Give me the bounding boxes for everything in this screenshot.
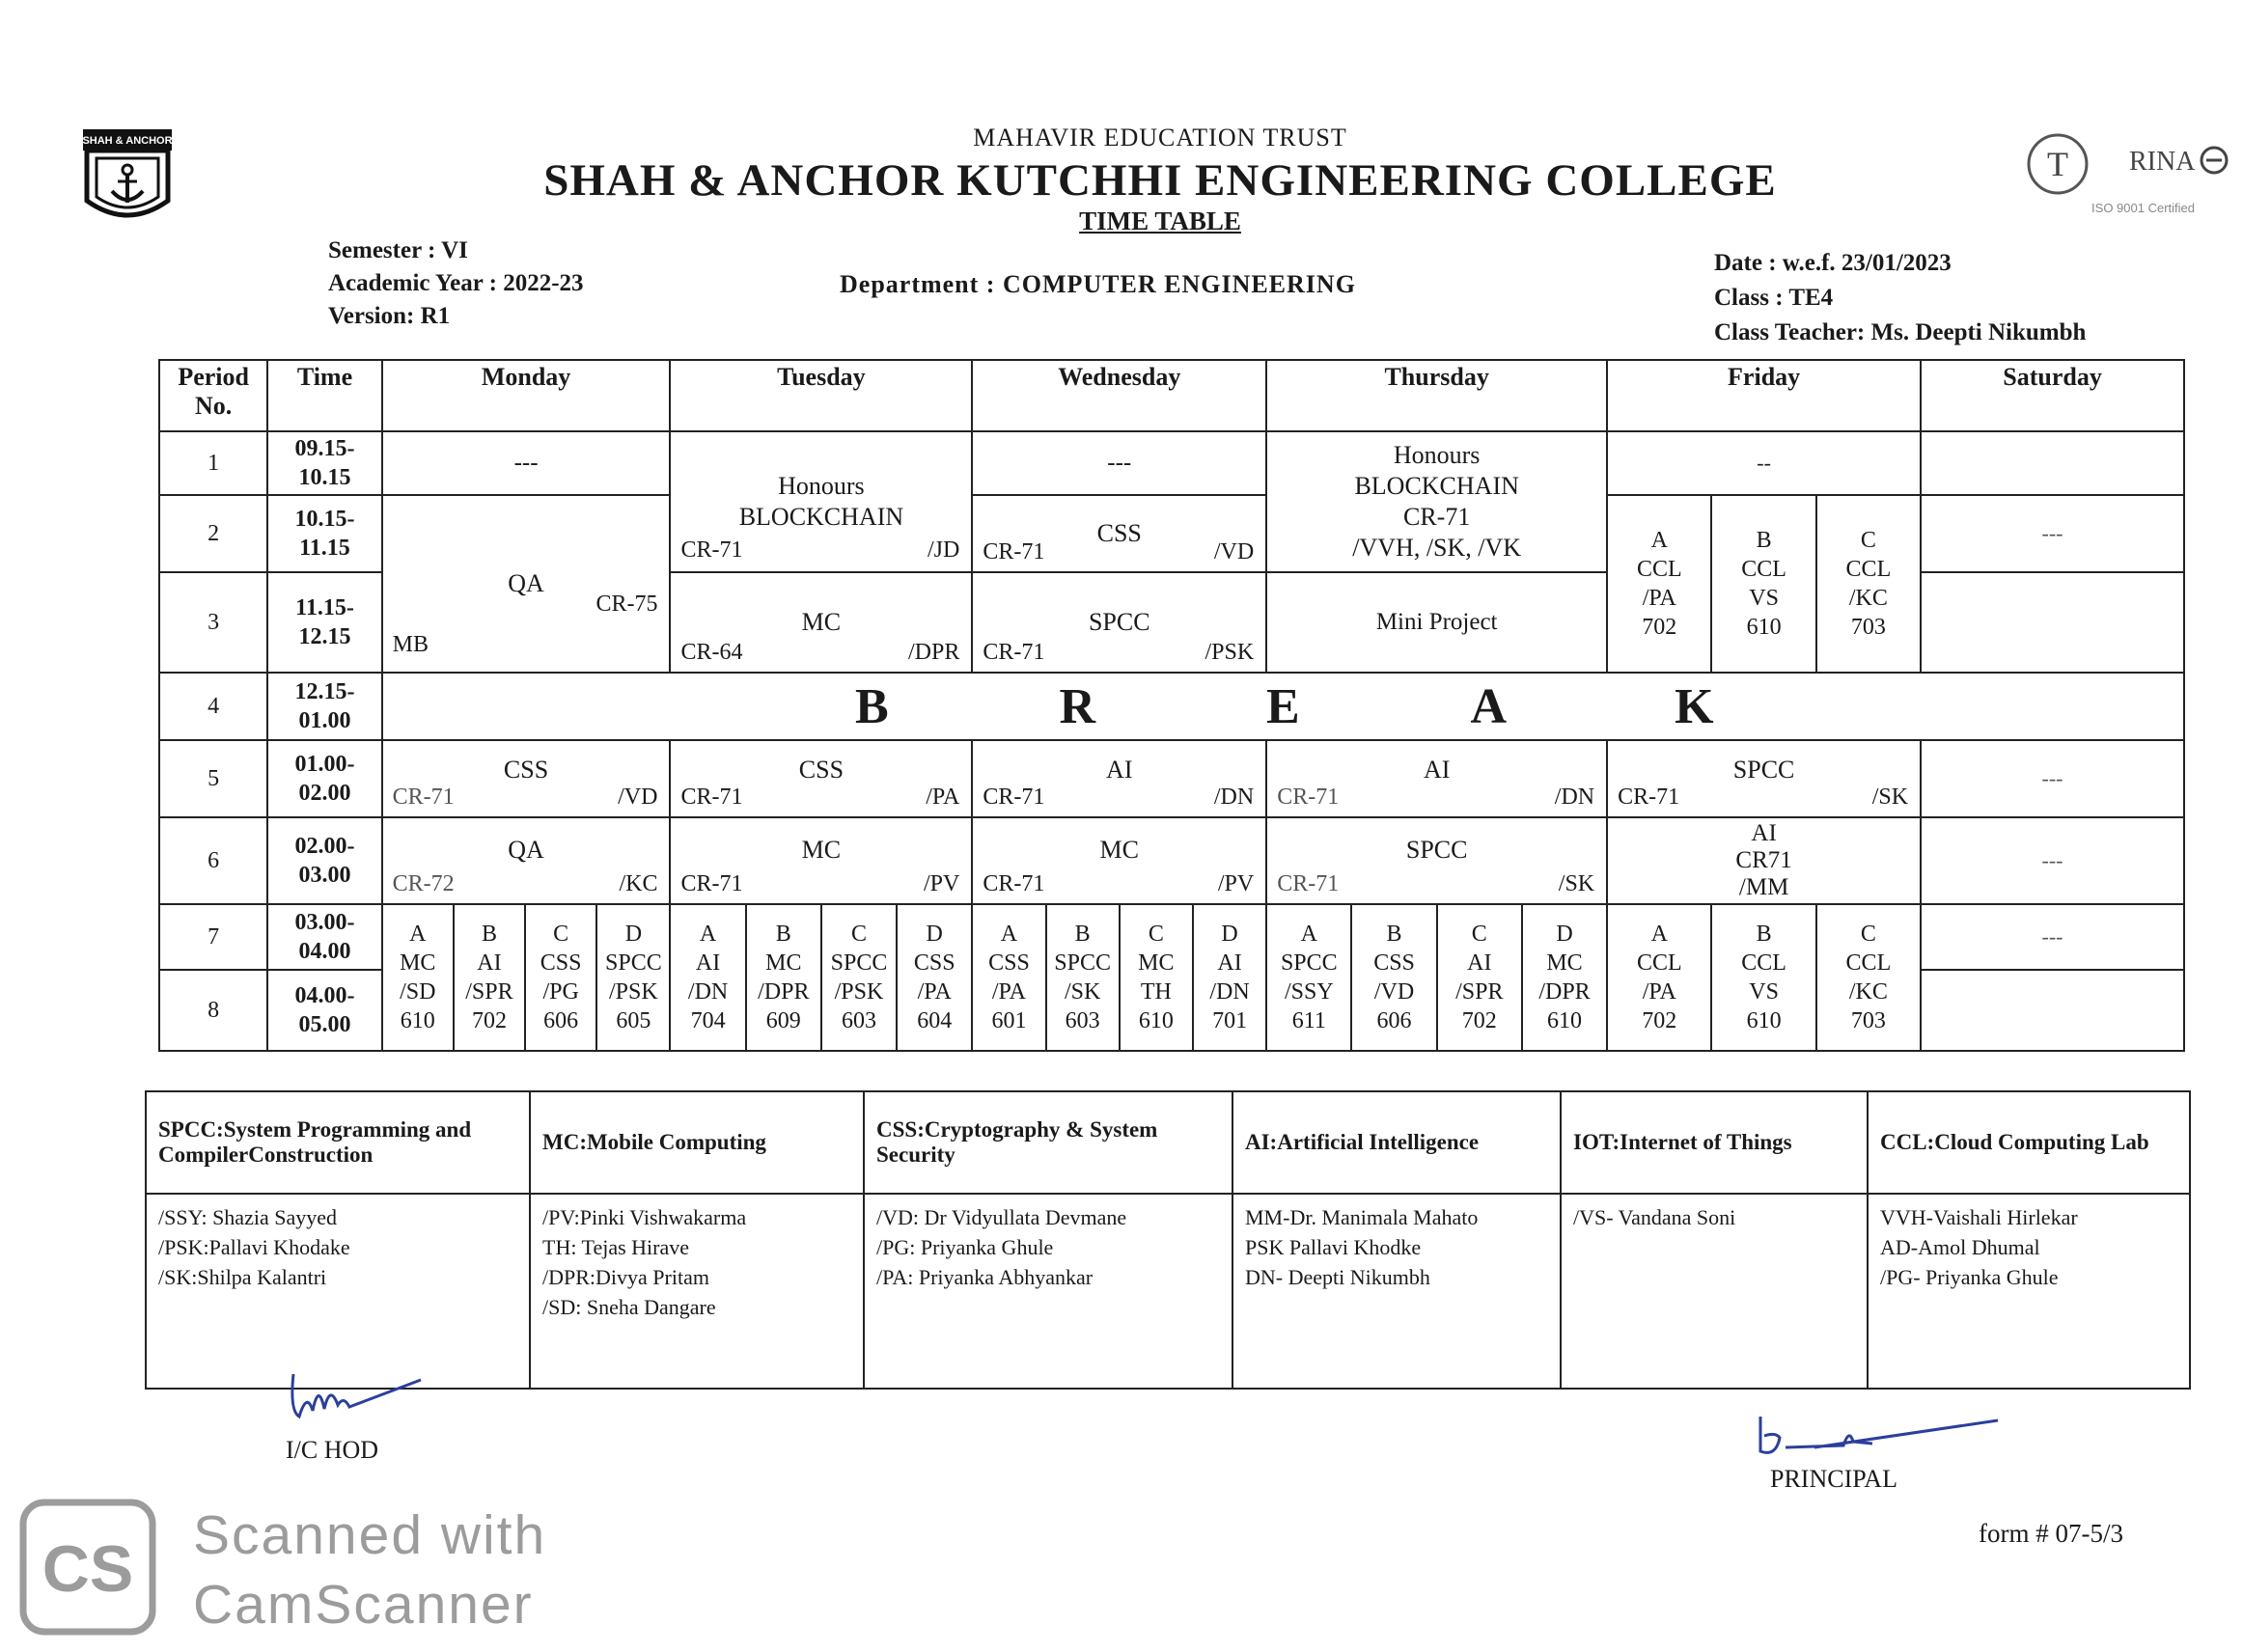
lab-room: 701: [1212, 1008, 1248, 1033]
sat-p3: [1921, 572, 2184, 673]
lecture-subject: CSS: [503, 756, 549, 784]
lecture-teacher: /VD: [618, 785, 658, 810]
lab-batch: B: [1756, 922, 1772, 947]
svg-text:T: T: [2047, 145, 2068, 183]
lab-subject: AI: [1467, 950, 1492, 976]
lab-cell: [596, 904, 670, 1051]
lab-room: 606: [543, 1008, 579, 1033]
faculty-entry: VVH-Vaishali Hirlekar: [1880, 1205, 2078, 1229]
sat-p1: [1921, 431, 2184, 495]
camscanner-logo: [19, 1499, 156, 1636]
lecture-room: CR-72: [392, 871, 455, 896]
lab-batch: B: [775, 922, 791, 947]
lab-subject: AI: [1217, 950, 1242, 976]
lab-subject: CCL: [1636, 950, 1682, 976]
principal-signature: [1757, 1409, 2008, 1467]
lecture-subject: MC: [801, 836, 842, 864]
lecture-teacher: /SK: [1558, 871, 1595, 896]
lab-batch: A: [1650, 528, 1668, 553]
wed-p2-css: [972, 495, 1266, 572]
version: Version: R1: [328, 303, 451, 329]
lecture-subject: QA: [508, 836, 544, 864]
lecture-teacher: /KC: [619, 871, 658, 896]
legend-body-iot: [1561, 1194, 1868, 1389]
legend-body-spcc: [146, 1194, 530, 1389]
faculty-entry: /PSK:Pallavi Khodake: [158, 1235, 350, 1259]
faculty-entry: AD-Amol Dhumal: [1880, 1235, 2040, 1259]
legend-head-ccl: CCL:Cloud Computing Lab: [1868, 1091, 2190, 1194]
lab-batch: D: [624, 922, 643, 947]
lab-room: 605: [616, 1008, 651, 1033]
wed-p3-room: CR-71: [983, 640, 1045, 665]
lab-cell: [1522, 904, 1607, 1051]
lab-subject: CCL: [1741, 950, 1786, 976]
lab-room: 610: [1547, 1008, 1583, 1033]
lab-cell: [1437, 904, 1522, 1051]
header-tuesday: Tuesday: [670, 360, 972, 431]
period-number: 2: [159, 495, 267, 572]
lab-room: 603: [841, 1008, 876, 1033]
lab-room: 609: [765, 1008, 801, 1033]
lab-subject: CCL: [1845, 950, 1892, 976]
faculty-entry: /PV:Pinki Vishwakarma: [542, 1205, 747, 1229]
wed-p3-teacher: /PSK: [1205, 640, 1255, 665]
lab-cell: [1816, 904, 1921, 1051]
wed-p6: [972, 817, 1266, 904]
mon-p1: ---: [382, 431, 671, 495]
lab-room: 604: [917, 1008, 953, 1033]
lab-subject: CCL: [1741, 557, 1786, 582]
lab-batch: D: [926, 922, 943, 947]
period-time: 04.00-05.00: [267, 970, 381, 1051]
lab-room: 610: [400, 1008, 435, 1033]
lab-batch: C: [1860, 922, 1876, 947]
lab-room: 606: [1376, 1008, 1412, 1033]
lab-faculty: /DPR: [1538, 979, 1591, 1005]
fri-p6-line2: CR71: [1735, 847, 1792, 873]
lecture-teacher: /SK: [1871, 785, 1909, 810]
legend-head-mc: MC:Mobile Computing: [530, 1091, 864, 1194]
wed-p3-spcc: [972, 572, 1266, 673]
lab-subject: SPCC: [1054, 950, 1111, 976]
lab-cell: [1193, 904, 1266, 1051]
thu-p12-line3: CR-71: [1402, 503, 1471, 531]
lecture-teacher: /PV: [923, 871, 960, 896]
period-time: 09.15-10.15: [267, 431, 381, 495]
lab-faculty: /PG: [542, 979, 579, 1005]
lab-batch: A: [699, 922, 717, 947]
class: Class : TE4: [1714, 285, 1834, 311]
legend-head-css: CSS:Cryptography & System Security: [864, 1091, 1232, 1194]
lab-subject: CSS: [540, 950, 582, 976]
lab-faculty: /SSY: [1284, 979, 1334, 1005]
camscanner-watermark: [193, 1501, 546, 1639]
lab-room: 703: [1850, 615, 1886, 640]
fri-p6-line3: /MM: [1738, 874, 1789, 900]
sat-p8: [1921, 970, 2184, 1051]
lab-room: 603: [1065, 1008, 1100, 1033]
lab-cell: [821, 904, 897, 1051]
lab-cell: [897, 904, 972, 1051]
lab-faculty: /PA: [1642, 979, 1676, 1005]
lab-batch: C: [553, 922, 569, 947]
period-time: 11.15-12.15: [267, 572, 381, 673]
principal-label: PRINCIPAL: [1770, 1465, 1897, 1493]
lab-room: 610: [1746, 615, 1782, 640]
lab-subject: CSS: [913, 950, 955, 976]
lab-faculty: /KC: [1848, 586, 1888, 611]
tue-p3-mc: [670, 572, 972, 673]
tue-p6: [670, 817, 972, 904]
legend-head-iot: IOT:Internet of Things: [1561, 1091, 1868, 1194]
lab-cell: [1120, 904, 1193, 1051]
tue-p12-teacher: /JD: [928, 537, 960, 563]
lecture-room: CR-71: [983, 871, 1045, 896]
lab-room: 611: [1291, 1008, 1326, 1033]
faculty-entry: /DPR:Divya Pritam: [542, 1265, 709, 1289]
lab-room: 601: [991, 1008, 1027, 1033]
period-number: 7: [159, 904, 267, 970]
lab-room: 702: [1461, 1008, 1497, 1033]
legend-body-ai: [1232, 1194, 1561, 1389]
legend-head-ai: AI:Artificial Intelligence: [1232, 1091, 1561, 1194]
lab-batch: A: [409, 922, 427, 947]
mon-p23-subject: QA: [508, 569, 544, 597]
lab-faculty: VS: [1749, 979, 1779, 1005]
meta-left: [328, 234, 584, 333]
lecture-subject: MC: [1099, 836, 1139, 864]
lab-cell: [1351, 904, 1436, 1051]
watermark-line2: CamScanner: [193, 1574, 534, 1636]
lab-cell: [1046, 904, 1120, 1051]
sat-p7: ---: [1921, 904, 2184, 970]
faculty-entry: TH: Tejas Hirave: [542, 1235, 690, 1259]
thu-p12-line1: Honours: [1393, 441, 1481, 469]
thu-p3-mini-project: Mini Project: [1266, 572, 1607, 673]
lecture-room: CR-71: [1277, 785, 1340, 810]
tue-p12-honours: [670, 431, 972, 572]
tue-p12-line1: Honours: [778, 472, 865, 500]
lab-batch: D: [1221, 922, 1238, 947]
fri-lab-b: [1711, 495, 1815, 673]
break-letter: B: [854, 678, 889, 734]
break-letter: R: [1059, 678, 1096, 734]
fri-p6-ai: [1607, 817, 1921, 904]
lecture-subject: SPCC: [1405, 836, 1468, 864]
lab-batch: C: [1471, 922, 1487, 947]
academic-year: Academic Year : 2022-23: [328, 270, 584, 296]
period-number: 1: [159, 431, 267, 495]
faculty-entry: /VD: Dr Vidyullata Devmane: [876, 1205, 1127, 1229]
meta-right: [1714, 246, 2086, 350]
period-time: 10.15-11.15: [267, 495, 381, 572]
header-time: Time: [267, 360, 381, 431]
header-saturday: Saturday: [1921, 360, 2184, 431]
header-monday: Monday: [382, 360, 671, 431]
lab-batch: C: [1148, 922, 1164, 947]
class-teacher: Class Teacher: Ms. Deepti Nikumbh: [1714, 319, 2087, 345]
mon-p23-qa: [382, 495, 671, 673]
lab-faculty: VS: [1749, 586, 1779, 611]
lab-batch: C: [1860, 528, 1876, 553]
hod-signature: [286, 1363, 430, 1430]
period-time: 12.15-01.00: [267, 673, 381, 740]
faculty-entry: /SD: Sneha Dangare: [542, 1295, 716, 1319]
lab-faculty: /PSK: [834, 979, 884, 1005]
lecture-subject: CSS: [798, 756, 845, 784]
wed-p2-teacher: /VD: [1213, 539, 1255, 564]
lab-batch: B: [1386, 922, 1402, 947]
lab-faculty: /DPR: [758, 979, 810, 1005]
break-letter: E: [1265, 678, 1300, 734]
legend-body-ccl: [1868, 1194, 2190, 1389]
watermark-line1: Scanned with: [193, 1504, 547, 1566]
period-number: 5: [159, 740, 267, 817]
lab-cell: [1607, 904, 1711, 1051]
lecture-room: CR-71: [983, 785, 1045, 810]
lab-faculty: /PA: [991, 979, 1027, 1005]
sat-p2: ---: [1921, 495, 2184, 572]
lab-room: 702: [1642, 615, 1677, 640]
lab-subject: MC: [765, 950, 802, 976]
lab-room: 704: [690, 1008, 726, 1033]
lab-cell: [1266, 904, 1351, 1051]
lab-cell: [1711, 904, 1815, 1051]
lab-subject: SPCC: [1280, 950, 1338, 976]
lab-batch: D: [1556, 922, 1573, 947]
lab-faculty: /KC: [1848, 979, 1888, 1005]
faculty-entry: /VS- Vandana Soni: [1573, 1205, 1736, 1229]
date: Date : w.e.f. 23/01/2023: [1714, 250, 1952, 276]
fri-p6-line1: AI: [1751, 820, 1777, 846]
fri-lab-a: [1607, 495, 1711, 673]
tue-p12-room: CR-71: [680, 537, 743, 563]
lab-faculty: /SPR: [1455, 979, 1504, 1005]
lab-batch: B: [1074, 922, 1091, 947]
lecture-teacher: /DN: [1213, 785, 1255, 810]
faculty-entry: /SK:Shilpa Kalantri: [158, 1265, 327, 1289]
break-letter: K: [1675, 678, 1714, 734]
period-number: 4: [159, 673, 267, 740]
lab-faculty: /PA: [1642, 586, 1676, 611]
svg-text:ISO 9001 Certified: ISO 9001 Certified: [2091, 201, 2195, 215]
period-time: 03.00-04.00: [267, 904, 381, 970]
lab-room: 702: [1642, 1008, 1677, 1033]
lab-room: 610: [1746, 1008, 1782, 1033]
wed-p2-room: CR-71: [983, 539, 1045, 564]
lecture-teacher: /DN: [1554, 785, 1595, 810]
break-letter: A: [1470, 678, 1508, 734]
wed-p1: ---: [972, 431, 1266, 495]
timetable: [158, 359, 2185, 1052]
lecture-subject: AI: [1423, 756, 1451, 784]
lecture-teacher: /PA: [926, 785, 960, 810]
lecture-room: CR-71: [680, 785, 743, 810]
lecture-subject: SPCC: [1732, 756, 1795, 784]
lab-cell: [746, 904, 821, 1051]
tue-p3-room: CR-64: [680, 640, 743, 665]
faculty-entry: /PA: Priyanka Abhyankar: [876, 1265, 1094, 1289]
lab-subject: CSS: [988, 950, 1030, 976]
lab-batch: A: [1650, 922, 1668, 947]
lab-subject: AI: [477, 950, 502, 976]
mon-p23-teacher: MB: [392, 632, 429, 657]
fri-p1: --: [1607, 431, 1921, 495]
lab-batch: B: [481, 922, 497, 947]
lab-cell: [382, 904, 454, 1051]
hod-label: I/C HOD: [286, 1436, 379, 1464]
rina-certification-logo: [2023, 125, 2231, 222]
faculty-entry: /SSY: Shazia Sayyed: [158, 1205, 337, 1229]
lecture-room: CR-71: [680, 871, 743, 896]
semester: Semester : VI: [328, 237, 468, 263]
lab-subject: CSS: [1373, 950, 1415, 976]
sat-p5: ---: [1921, 740, 2184, 817]
wed-p5: [972, 740, 1266, 817]
lab-faculty: /SK: [1064, 979, 1101, 1005]
tue-p3-teacher: /DPR: [907, 640, 960, 665]
college-name: SHAH & ANCHOR KUTCHHI ENGINEERING COLLEGE: [543, 155, 1777, 206]
faculty-entry: DN- Deepti Nikumbh: [1245, 1265, 1430, 1289]
legend-body-css: [864, 1194, 1232, 1389]
lab-faculty: /SD: [400, 979, 436, 1005]
faculty-legend: [145, 1090, 2191, 1390]
tue-p3-subject: MC: [801, 608, 842, 636]
tue-p5: [670, 740, 972, 817]
tue-p12-line2: BLOCKCHAIN: [738, 503, 904, 531]
lab-faculty: /DN: [687, 979, 729, 1005]
legend-head-spcc: SPCC:System Programming and CompilerConstruction: [146, 1091, 530, 1194]
thu-p6: [1266, 817, 1607, 904]
faculty-entry: PSK Pallavi Khodke: [1245, 1235, 1422, 1259]
svg-text:RINA: RINA: [2129, 147, 2196, 177]
lab-room: 703: [1850, 1008, 1886, 1033]
lecture-teacher: /PV: [1217, 871, 1255, 896]
mon-p5: [382, 740, 671, 817]
lab-cell: [972, 904, 1045, 1051]
lab-subject: AI: [695, 950, 721, 976]
lab-room: 610: [1138, 1008, 1174, 1033]
lab-subject: SPCC: [605, 950, 662, 976]
header-friday: Friday: [1607, 360, 1921, 431]
lab-subject: SPCC: [830, 950, 888, 976]
faculty-entry: /PG: Priyanka Ghule: [876, 1235, 1054, 1259]
lab-room: 702: [471, 1008, 507, 1033]
thu-p12-line2: BLOCKCHAIN: [1354, 472, 1519, 500]
lab-cell: [525, 904, 596, 1051]
fri-lab-c: [1816, 495, 1921, 673]
break-banner: [382, 673, 2184, 740]
thu-p12-line4: /VVH, /SK, /VK: [1352, 534, 1522, 562]
lecture-subject: AI: [1106, 756, 1133, 784]
lab-batch: A: [1300, 922, 1317, 947]
document-title: TIME TABLE: [1079, 206, 1241, 235]
lab-cell: [454, 904, 525, 1051]
period-number: 6: [159, 817, 267, 904]
lab-batch: C: [850, 922, 867, 947]
sat-p6: ---: [1921, 817, 2184, 904]
header-wednesday: Wednesday: [972, 360, 1266, 431]
lab-subject: MC: [1138, 950, 1175, 976]
thu-p12-honours: [1266, 431, 1607, 572]
period-time: 02.00-03.00: [267, 817, 381, 904]
mon-p6: [382, 817, 671, 904]
wed-p3-subject: SPCC: [1088, 608, 1150, 636]
lab-faculty: /DN: [1209, 979, 1250, 1005]
mon-p23-room: CR-75: [595, 592, 658, 617]
lab-faculty: /PA: [917, 979, 952, 1005]
lab-faculty: TH: [1140, 979, 1172, 1005]
period-number: 8: [159, 970, 267, 1051]
period-number: 3: [159, 572, 267, 673]
lab-batch: A: [1000, 922, 1018, 947]
form-number: form # 07-5/3: [1979, 1519, 2123, 1548]
lecture-room: CR-71: [1277, 871, 1340, 896]
period-time: 01.00-02.00: [267, 740, 381, 817]
lab-faculty: /PSK: [609, 979, 658, 1005]
lab-subject: MC: [400, 950, 436, 976]
svg-text:CS: CS: [42, 1532, 134, 1606]
header-period: Period No.: [159, 360, 267, 431]
trust-name: MAHAVIR EDUCATION TRUST: [973, 124, 1347, 151]
lecture-room: CR-71: [392, 785, 455, 810]
thu-p5: [1266, 740, 1607, 817]
faculty-entry: /PG- Priyanka Ghule: [1880, 1265, 2059, 1289]
lab-subject: CCL: [1845, 557, 1892, 582]
legend-body-mc: [530, 1194, 864, 1389]
svg-text:SHAH & ANCHOR: SHAH & ANCHOR: [82, 135, 173, 147]
department: Department : COMPUTER ENGINEERING: [840, 270, 1356, 298]
lab-faculty: /VD: [1373, 979, 1415, 1005]
lab-faculty: /SPR: [465, 979, 513, 1005]
wed-p2-subject: CSS: [1096, 519, 1142, 547]
lab-subject: CCL: [1636, 557, 1682, 582]
lecture-room: CR-71: [1618, 785, 1680, 810]
lab-batch: B: [1756, 528, 1772, 553]
lab-cell: [670, 904, 745, 1051]
fri-p5: [1607, 740, 1921, 817]
lab-subject: MC: [1546, 950, 1583, 976]
faculty-entry: MM-Dr. Manimala Mahato: [1245, 1205, 1479, 1229]
header-thursday: Thursday: [1266, 360, 1607, 431]
